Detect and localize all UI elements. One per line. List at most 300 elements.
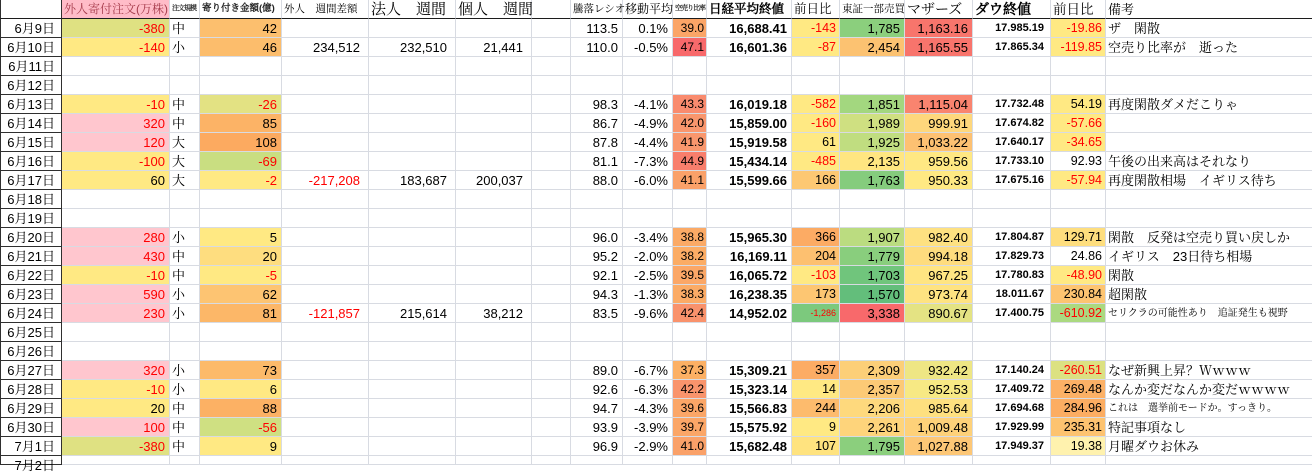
- cell-date[interactable]: 6月14日: [0, 114, 62, 133]
- cell-nk[interactable]: 15,323.14: [707, 380, 792, 399]
- cell-cw[interactable]: [369, 57, 456, 76]
- cell-oa[interactable]: 88: [200, 399, 282, 418]
- cell-cw[interactable]: [369, 266, 456, 285]
- cell-dd[interactable]: -34.65: [1051, 133, 1106, 152]
- cell-oa[interactable]: 73: [200, 361, 282, 380]
- cell-oa[interactable]: 108: [200, 133, 282, 152]
- cell-dow[interactable]: 17.409.72: [973, 380, 1051, 399]
- cell-sr[interactable]: [673, 342, 707, 361]
- cell-mo[interactable]: 890.67: [905, 304, 973, 323]
- cell-fw[interactable]: [282, 228, 369, 247]
- cell-dow[interactable]: 17.780.83: [973, 266, 1051, 285]
- cell-tv[interactable]: 1,989: [840, 114, 905, 133]
- cell-size[interactable]: 中: [170, 247, 200, 266]
- cell-tv[interactable]: 1,925: [840, 133, 905, 152]
- cell-oa[interactable]: 42: [200, 19, 282, 38]
- cell-sp[interactable]: [532, 323, 571, 342]
- cell-dd[interactable]: 284.96: [1051, 399, 1106, 418]
- cell-ratio[interactable]: 96.0: [571, 228, 623, 247]
- cell-size[interactable]: 大: [170, 133, 200, 152]
- cell-ma[interactable]: -9.6%: [623, 304, 673, 323]
- cell-size[interactable]: 大: [170, 171, 200, 190]
- cell-ma[interactable]: [623, 323, 673, 342]
- cell-fw[interactable]: [282, 76, 369, 95]
- cell-oa[interactable]: 62: [200, 285, 282, 304]
- cell-nd[interactable]: 204: [792, 247, 840, 266]
- cell-fw[interactable]: [282, 437, 369, 456]
- cell-ma[interactable]: [623, 456, 673, 465]
- cell-dd[interactable]: [1051, 190, 1106, 209]
- cell-oa[interactable]: 20: [200, 247, 282, 266]
- cell-fo[interactable]: [62, 57, 170, 76]
- cell-fo[interactable]: [62, 76, 170, 95]
- cell-oa[interactable]: 85: [200, 114, 282, 133]
- cell-sp[interactable]: [532, 228, 571, 247]
- cell-iw[interactable]: [456, 228, 532, 247]
- cell-ratio[interactable]: 86.7: [571, 114, 623, 133]
- cell-mo[interactable]: [905, 57, 973, 76]
- cell-dd[interactable]: -119.85: [1051, 38, 1106, 57]
- cell-mo[interactable]: 952.53: [905, 380, 973, 399]
- cell-dd[interactable]: -19.86: [1051, 19, 1106, 38]
- cell-mo[interactable]: [905, 456, 973, 465]
- cell-nk[interactable]: 16,019.18: [707, 95, 792, 114]
- cell-ma[interactable]: -6.3%: [623, 380, 673, 399]
- cell-fo[interactable]: [62, 209, 170, 228]
- cell-nd[interactable]: 61: [792, 133, 840, 152]
- cell-fo[interactable]: 320: [62, 361, 170, 380]
- cell-sr[interactable]: 42.2: [673, 380, 707, 399]
- cell-cw[interactable]: [369, 247, 456, 266]
- cell-tv[interactable]: 1,795: [840, 437, 905, 456]
- cell-sp[interactable]: [532, 247, 571, 266]
- cell-nk[interactable]: 15,599.66: [707, 171, 792, 190]
- cell-ma[interactable]: -4.4%: [623, 133, 673, 152]
- cell-fw[interactable]: [282, 19, 369, 38]
- cell-size[interactable]: 中: [170, 95, 200, 114]
- cell-fo[interactable]: -380: [62, 437, 170, 456]
- cell-remark[interactable]: 超閑散: [1106, 285, 1312, 304]
- cell-nd[interactable]: -1,286: [792, 304, 840, 323]
- cell-nk[interactable]: [707, 209, 792, 228]
- cell-ratio[interactable]: 96.9: [571, 437, 623, 456]
- cell-nd[interactable]: [792, 342, 840, 361]
- cell-remark[interactable]: [1106, 57, 1312, 76]
- cell-oa[interactable]: -5: [200, 266, 282, 285]
- cell-nk[interactable]: [707, 323, 792, 342]
- cell-date[interactable]: 6月11日: [0, 57, 62, 76]
- cell-dow[interactable]: 17.829.73: [973, 247, 1051, 266]
- cell-nd[interactable]: 357: [792, 361, 840, 380]
- cell-tv[interactable]: 2,135: [840, 152, 905, 171]
- cell-fw[interactable]: [282, 247, 369, 266]
- cell-date[interactable]: 6月13日: [0, 95, 62, 114]
- cell-iw[interactable]: [456, 418, 532, 437]
- cell-oa[interactable]: 46: [200, 38, 282, 57]
- cell-fo[interactable]: [62, 190, 170, 209]
- cell-date[interactable]: 6月29日: [0, 399, 62, 418]
- cell-fw[interactable]: [282, 190, 369, 209]
- cell-date[interactable]: 6月15日: [0, 133, 62, 152]
- header-cell-dow-close[interactable]: ダウ終値: [973, 0, 1051, 19]
- cell-date[interactable]: 6月25日: [0, 323, 62, 342]
- cell-fw[interactable]: [282, 399, 369, 418]
- cell-fo[interactable]: 60: [62, 171, 170, 190]
- cell-size[interactable]: 中: [170, 418, 200, 437]
- cell-dd[interactable]: 24.86: [1051, 247, 1106, 266]
- cell-cw[interactable]: 232,510: [369, 38, 456, 57]
- cell-sr[interactable]: 38.2: [673, 247, 707, 266]
- cell-remark[interactable]: 午後の出来高はそれなり: [1106, 152, 1312, 171]
- header-cell-tse-volume[interactable]: 東証一部売買: [840, 0, 905, 19]
- cell-iw[interactable]: [456, 76, 532, 95]
- cell-nk[interactable]: 16,065.72: [707, 266, 792, 285]
- cell-tv[interactable]: 1,703: [840, 266, 905, 285]
- cell-tv[interactable]: [840, 342, 905, 361]
- cell-iw[interactable]: 38,212: [456, 304, 532, 323]
- cell-nd[interactable]: -143: [792, 19, 840, 38]
- cell-dow[interactable]: 18.011.67: [973, 285, 1051, 304]
- cell-nd[interactable]: -103: [792, 266, 840, 285]
- cell-mo[interactable]: 999.91: [905, 114, 973, 133]
- cell-fo[interactable]: -10: [62, 266, 170, 285]
- header-cell-remarks[interactable]: 備考: [1106, 0, 1312, 19]
- cell-size[interactable]: 中: [170, 114, 200, 133]
- cell-dow[interactable]: [973, 342, 1051, 361]
- cell-ratio[interactable]: 95.2: [571, 247, 623, 266]
- cell-tv[interactable]: 1,907: [840, 228, 905, 247]
- cell-ma[interactable]: -3.9%: [623, 418, 673, 437]
- cell-dow[interactable]: 17.733.10: [973, 152, 1051, 171]
- cell-sr[interactable]: 43.3: [673, 95, 707, 114]
- cell-sp[interactable]: [532, 342, 571, 361]
- cell-sp[interactable]: [532, 76, 571, 95]
- cell-dd[interactable]: -48.90: [1051, 266, 1106, 285]
- cell-ratio[interactable]: 88.0: [571, 171, 623, 190]
- cell-oa[interactable]: [200, 76, 282, 95]
- cell-fo[interactable]: 280: [62, 228, 170, 247]
- cell-dd[interactable]: [1051, 57, 1106, 76]
- cell-tv[interactable]: 1,763: [840, 171, 905, 190]
- cell-nd[interactable]: 244: [792, 399, 840, 418]
- cell-fo[interactable]: 100: [62, 418, 170, 437]
- cell-cw[interactable]: [369, 399, 456, 418]
- cell-nd[interactable]: 107: [792, 437, 840, 456]
- cell-cw[interactable]: 183,687: [369, 171, 456, 190]
- cell-mo[interactable]: 994.18: [905, 247, 973, 266]
- cell-remark[interactable]: [1106, 323, 1312, 342]
- cell-dd[interactable]: 54.19: [1051, 95, 1106, 114]
- cell-ratio[interactable]: 81.1: [571, 152, 623, 171]
- cell-ma[interactable]: -4.3%: [623, 399, 673, 418]
- cell-nk[interactable]: 15,859.00: [707, 114, 792, 133]
- cell-fo[interactable]: 590: [62, 285, 170, 304]
- cell-dd[interactable]: 269.48: [1051, 380, 1106, 399]
- cell-sr[interactable]: 39.7: [673, 418, 707, 437]
- cell-ratio[interactable]: 93.9: [571, 418, 623, 437]
- cell-sr[interactable]: [673, 209, 707, 228]
- cell-sp[interactable]: [532, 266, 571, 285]
- cell-fw[interactable]: [282, 361, 369, 380]
- cell-tv[interactable]: 2,454: [840, 38, 905, 57]
- cell-iw[interactable]: [456, 57, 532, 76]
- header-cell-individual-weekly[interactable]: 個人 週間: [458, 1, 534, 18]
- cell-fo[interactable]: -10: [62, 95, 170, 114]
- cell-remark[interactable]: セリクラの可能性あり 追証発生も視野: [1106, 304, 1312, 323]
- cell-nd[interactable]: [792, 323, 840, 342]
- cell-tv[interactable]: 1,570: [840, 285, 905, 304]
- cell-nk[interactable]: [707, 342, 792, 361]
- cell-fw[interactable]: 234,512: [282, 38, 369, 57]
- cell-date[interactable]: 6月10日: [0, 38, 62, 57]
- cell-ma[interactable]: -4.1%: [623, 95, 673, 114]
- cell-nd[interactable]: 173: [792, 285, 840, 304]
- header-cell-date[interactable]: [0, 0, 62, 19]
- cell-fo[interactable]: [62, 456, 170, 465]
- cell-date[interactable]: 6月23日: [0, 285, 62, 304]
- cell-tv[interactable]: [840, 76, 905, 95]
- cell-ma[interactable]: -4.9%: [623, 114, 673, 133]
- cell-remark[interactable]: [1106, 456, 1312, 465]
- cell-mo[interactable]: [905, 76, 973, 95]
- cell-dd[interactable]: 129.71: [1051, 228, 1106, 247]
- cell-iw[interactable]: [456, 95, 532, 114]
- header-cell-corporate-weekly[interactable]: 法人 週間: [369, 0, 456, 19]
- cell-tv[interactable]: [840, 323, 905, 342]
- cell-tv[interactable]: 1,851: [840, 95, 905, 114]
- cell-fw[interactable]: -217,208: [282, 171, 369, 190]
- cell-tv[interactable]: [840, 456, 905, 465]
- cell-remark[interactable]: なんか変だなんか変だｗｗｗｗ: [1106, 380, 1312, 399]
- cell-ma[interactable]: [623, 209, 673, 228]
- cell-cw[interactable]: [369, 76, 456, 95]
- cell-dow[interactable]: 17.865.34: [973, 38, 1051, 57]
- cell-ratio[interactable]: 94.7: [571, 399, 623, 418]
- cell-fw[interactable]: [282, 209, 369, 228]
- cell-oa[interactable]: -2: [200, 171, 282, 190]
- cell-remark[interactable]: これは 選挙前モードか。すっきり。: [1106, 399, 1312, 418]
- cell-dow[interactable]: 17.140.24: [973, 361, 1051, 380]
- cell-ratio[interactable]: [571, 76, 623, 95]
- cell-mo[interactable]: 967.25: [905, 266, 973, 285]
- cell-nk[interactable]: 15,575.92: [707, 418, 792, 437]
- cell-size[interactable]: [170, 57, 200, 76]
- cell-size[interactable]: 小: [170, 361, 200, 380]
- cell-remark[interactable]: [1106, 209, 1312, 228]
- cell-cw[interactable]: [369, 133, 456, 152]
- cell-oa[interactable]: [200, 323, 282, 342]
- cell-date[interactable]: 6月24日: [0, 304, 62, 323]
- cell-iw[interactable]: [456, 247, 532, 266]
- cell-fw[interactable]: [282, 152, 369, 171]
- cell-nd[interactable]: [792, 456, 840, 465]
- cell-fw[interactable]: [282, 266, 369, 285]
- header-cell-spacer[interactable]: [532, 0, 571, 19]
- cell-nk[interactable]: [707, 76, 792, 95]
- cell-remark[interactable]: 再度閑散ダメだこりゃ: [1106, 95, 1312, 114]
- cell-sp[interactable]: [532, 399, 571, 418]
- cell-ratio[interactable]: [571, 209, 623, 228]
- cell-sr[interactable]: 41.9: [673, 133, 707, 152]
- cell-dd[interactable]: 92.93: [1051, 152, 1106, 171]
- cell-sp[interactable]: [532, 456, 571, 465]
- cell-nk[interactable]: 16,169.11: [707, 247, 792, 266]
- cell-remark[interactable]: [1106, 133, 1312, 152]
- cell-dd[interactable]: -610.92: [1051, 304, 1106, 323]
- header-cell-opening-amount[interactable]: 寄り付き金額(億): [200, 0, 282, 19]
- cell-sr[interactable]: [673, 323, 707, 342]
- cell-ma[interactable]: [623, 76, 673, 95]
- cell-sp[interactable]: [532, 437, 571, 456]
- cell-dd[interactable]: -57.94: [1051, 171, 1106, 190]
- cell-dow[interactable]: [973, 456, 1051, 465]
- cell-remark[interactable]: [1106, 114, 1312, 133]
- cell-oa[interactable]: 5: [200, 228, 282, 247]
- cell-mo[interactable]: 1,165.55: [905, 38, 973, 57]
- cell-nd[interactable]: 166: [792, 171, 840, 190]
- cell-ma[interactable]: -2.9%: [623, 437, 673, 456]
- cell-dd[interactable]: [1051, 323, 1106, 342]
- cell-remark[interactable]: 空売り比率が 逝った: [1106, 38, 1312, 57]
- cell-nd[interactable]: [792, 209, 840, 228]
- cell-ratio[interactable]: 87.8: [571, 133, 623, 152]
- cell-sp[interactable]: [532, 304, 571, 323]
- cell-date[interactable]: 6月18日: [0, 190, 62, 209]
- cell-iw[interactable]: [456, 266, 532, 285]
- cell-tv[interactable]: 1,779: [840, 247, 905, 266]
- cell-nk[interactable]: 15,309.21: [707, 361, 792, 380]
- cell-cw[interactable]: [369, 114, 456, 133]
- header-cell-foreign-order[interactable]: 外人寄付注文(万株): [62, 0, 170, 19]
- cell-oa[interactable]: -26: [200, 95, 282, 114]
- cell-nd[interactable]: -582: [792, 95, 840, 114]
- cell-dow[interactable]: [973, 57, 1051, 76]
- cell-fo[interactable]: -10: [62, 380, 170, 399]
- cell-fo[interactable]: 320: [62, 114, 170, 133]
- cell-iw[interactable]: [456, 456, 532, 465]
- cell-dow[interactable]: 17.400.75: [973, 304, 1051, 323]
- cell-iw[interactable]: [456, 342, 532, 361]
- cell-date[interactable]: 6月30日: [0, 418, 62, 437]
- cell-sr[interactable]: [673, 456, 707, 465]
- cell-size[interactable]: [170, 342, 200, 361]
- cell-date[interactable]: 7月1日: [0, 437, 62, 456]
- cell-tv[interactable]: [840, 57, 905, 76]
- cell-sp[interactable]: [532, 19, 571, 38]
- cell-size[interactable]: [170, 190, 200, 209]
- cell-date[interactable]: 7月2日: [0, 456, 62, 465]
- cell-date[interactable]: 6月9日: [0, 19, 62, 38]
- cell-fo[interactable]: -380: [62, 19, 170, 38]
- cell-size[interactable]: 小: [170, 228, 200, 247]
- cell-fw[interactable]: [282, 380, 369, 399]
- cell-cw[interactable]: [369, 152, 456, 171]
- cell-dd[interactable]: 235.31: [1051, 418, 1106, 437]
- cell-fw[interactable]: -121,857: [282, 304, 369, 323]
- cell-sp[interactable]: [532, 361, 571, 380]
- cell-mo[interactable]: 1,033.22: [905, 133, 973, 152]
- cell-ratio[interactable]: [571, 456, 623, 465]
- cell-sp[interactable]: [532, 38, 571, 57]
- cell-date[interactable]: 6月22日: [0, 266, 62, 285]
- header-cell-advance-decline-ratio[interactable]: 騰落レシオ: [571, 0, 623, 19]
- cell-iw[interactable]: [456, 285, 532, 304]
- cell-size[interactable]: 大: [170, 152, 200, 171]
- cell-dow[interactable]: 17.929.99: [973, 418, 1051, 437]
- cell-date[interactable]: 6月21日: [0, 247, 62, 266]
- cell-mo[interactable]: 1,027.88: [905, 437, 973, 456]
- cell-sr[interactable]: 39.0: [673, 19, 707, 38]
- cell-cw[interactable]: [369, 190, 456, 209]
- cell-cw[interactable]: [369, 285, 456, 304]
- cell-size[interactable]: 小: [170, 380, 200, 399]
- cell-remark[interactable]: なぜ新興上昇？Ｗｗｗｗ: [1106, 361, 1312, 380]
- cell-fo[interactable]: 430: [62, 247, 170, 266]
- cell-remark[interactable]: 再度閑散相場 イギリス待ち: [1106, 171, 1312, 190]
- cell-sr[interactable]: 42.0: [673, 114, 707, 133]
- cell-nk[interactable]: 16,601.36: [707, 38, 792, 57]
- cell-remark[interactable]: 特記事項なし: [1106, 418, 1312, 437]
- cell-fw[interactable]: [282, 95, 369, 114]
- cell-ma[interactable]: [623, 342, 673, 361]
- cell-fw[interactable]: [282, 114, 369, 133]
- cell-size[interactable]: 中: [170, 19, 200, 38]
- cell-sp[interactable]: [532, 114, 571, 133]
- cell-dow[interactable]: 17.674.82: [973, 114, 1051, 133]
- cell-dow[interactable]: 17.694.68: [973, 399, 1051, 418]
- cell-cw[interactable]: [369, 342, 456, 361]
- cell-remark[interactable]: 月曜ダウお休み: [1106, 437, 1312, 456]
- cell-date[interactable]: 6月19日: [0, 209, 62, 228]
- cell-oa[interactable]: 9: [200, 437, 282, 456]
- cell-tv[interactable]: 2,357: [840, 380, 905, 399]
- cell-sr[interactable]: 41.1: [673, 171, 707, 190]
- cell-fo[interactable]: 20: [62, 399, 170, 418]
- cell-nk[interactable]: 15,919.58: [707, 133, 792, 152]
- cell-cw[interactable]: [369, 323, 456, 342]
- cell-ma[interactable]: -3.4%: [623, 228, 673, 247]
- cell-remark[interactable]: [1106, 76, 1312, 95]
- cell-ma[interactable]: -6.0%: [623, 171, 673, 190]
- cell-sr[interactable]: 38.3: [673, 285, 707, 304]
- cell-dow[interactable]: 17.640.17: [973, 133, 1051, 152]
- cell-nd[interactable]: [792, 57, 840, 76]
- cell-remark[interactable]: 閑散 反発は空売り買い戻しか: [1106, 228, 1312, 247]
- cell-iw[interactable]: [456, 133, 532, 152]
- header-cell-dow-change[interactable]: 前日比: [1051, 0, 1106, 19]
- cell-fo[interactable]: 230: [62, 304, 170, 323]
- cell-sp[interactable]: [532, 57, 571, 76]
- cell-nd[interactable]: 14: [792, 380, 840, 399]
- cell-sr[interactable]: [673, 190, 707, 209]
- cell-nd[interactable]: 366: [792, 228, 840, 247]
- cell-ratio[interactable]: 94.3: [571, 285, 623, 304]
- cell-cw[interactable]: [369, 380, 456, 399]
- header-cell-foreign-weekly[interactable]: 外人 週間差額: [282, 0, 369, 19]
- cell-nk[interactable]: 15,682.48: [707, 437, 792, 456]
- cell-ma[interactable]: [623, 57, 673, 76]
- cell-ma[interactable]: 0.1%: [623, 19, 673, 38]
- cell-dd[interactable]: -57.66: [1051, 114, 1106, 133]
- cell-size[interactable]: 中: [170, 437, 200, 456]
- cell-remark[interactable]: 閑散: [1106, 266, 1312, 285]
- cell-dow[interactable]: [973, 209, 1051, 228]
- cell-size[interactable]: [170, 209, 200, 228]
- cell-dow[interactable]: 17.949.37: [973, 437, 1051, 456]
- cell-date[interactable]: 6月28日: [0, 380, 62, 399]
- cell-ratio[interactable]: 98.3: [571, 95, 623, 114]
- cell-sr[interactable]: 47.1: [673, 38, 707, 57]
